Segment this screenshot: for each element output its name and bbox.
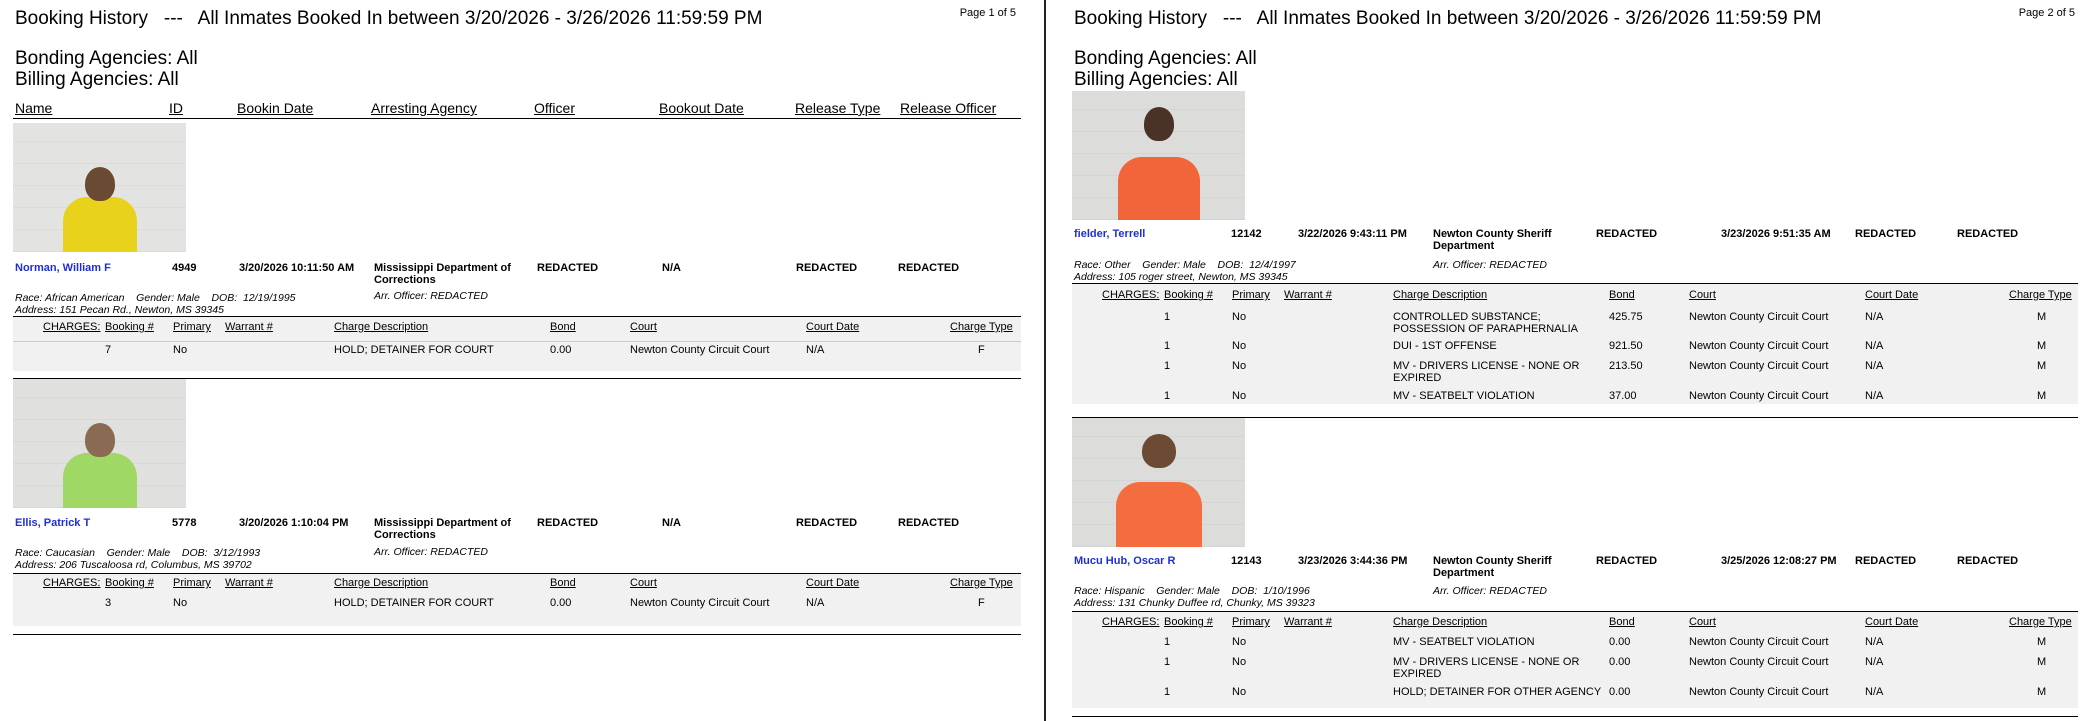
inmate-name-link[interactable]: fielder, Terrell xyxy=(1074,228,1146,240)
charges-header-court-date: Court Date xyxy=(806,321,860,333)
charge-bond: 0.00 xyxy=(1609,656,1631,668)
column-header-officer[interactable]: Officer xyxy=(534,100,575,116)
charge-bond: 0.00 xyxy=(550,597,572,609)
charges-header-charge-type: Charge Type xyxy=(2009,289,2072,301)
charges-header-court: Court xyxy=(1689,289,1716,301)
charge-court-date: N/A xyxy=(1865,636,1884,648)
inmate-release-type: REDACTED xyxy=(796,517,858,529)
charge-type: M xyxy=(2037,686,2047,698)
charge-booking-number: 7 xyxy=(105,344,112,356)
charge-court: Newton County Circuit Court xyxy=(630,344,770,356)
charges-header-booking: Booking # xyxy=(105,321,154,333)
inmate-name-link[interactable]: Norman, William F xyxy=(15,262,111,274)
column-header-bookin-date[interactable]: Bookin Date xyxy=(237,100,314,116)
charge-bond: 0.00 xyxy=(1609,636,1631,648)
inmate-name-link[interactable]: Ellis, Patrick T xyxy=(15,517,91,529)
charge-court: Newton County Circuit Court xyxy=(1689,390,1829,402)
inmate-address: Address: 105 roger street, Newton, MS 39345 xyxy=(1074,271,1288,283)
charge-court: Newton County Circuit Court xyxy=(1689,656,1829,668)
charges-header-court-date: Court Date xyxy=(1865,616,1919,628)
inmate-officer: REDACTED xyxy=(537,262,599,274)
charge-primary: No xyxy=(1232,686,1247,698)
charge-row xyxy=(1072,309,2078,337)
charges-header-court-date: Court Date xyxy=(806,577,860,589)
column-header-id[interactable]: ID xyxy=(169,100,183,116)
charge-court: Newton County Circuit Court xyxy=(1689,340,1829,352)
charge-booking-number: 1 xyxy=(1164,656,1171,668)
charges-header-charge-type: Charge Type xyxy=(950,321,1013,333)
billing-agencies-filter: Billing Agencies: All xyxy=(15,69,179,90)
charge-booking-number: 3 xyxy=(105,597,112,609)
charges-table xyxy=(13,573,1021,626)
charge-court-date: N/A xyxy=(1865,311,1884,323)
inmate-photo[interactable] xyxy=(13,379,186,508)
charge-bond: 0.00 xyxy=(1609,686,1631,698)
charge-row xyxy=(1072,684,2078,698)
charge-row xyxy=(13,341,1021,356)
inmate-bookout-date: N/A xyxy=(662,262,681,274)
charges-header-court: Court xyxy=(1689,616,1716,628)
inmate-bookout-date: 3/25/2026 12:08:27 PM xyxy=(1721,555,1837,567)
inmate-id: 5778 xyxy=(172,517,197,529)
charge-type: M xyxy=(2037,360,2047,372)
charge-bond: 37.00 xyxy=(1609,390,1637,402)
inmate-release-officer: REDACTED xyxy=(1957,228,2019,240)
charge-court-date: N/A xyxy=(1865,360,1884,372)
inmate-release-type: REDACTED xyxy=(1855,228,1917,240)
charge-row xyxy=(1072,338,2078,352)
charge-court-date: N/A xyxy=(1865,686,1884,698)
charge-primary: No xyxy=(173,597,188,609)
charges-header-bond: Bond xyxy=(550,321,576,333)
charge-type: M xyxy=(2037,636,2047,648)
inmate-release-officer: REDACTED xyxy=(898,517,960,529)
bonding-agencies-filter: Bonding Agencies: All xyxy=(15,48,198,69)
billing-agencies-filter: Billing Agencies: All xyxy=(1074,69,1238,90)
inmate-address: Address: 131 Chunky Duffee rd, Chunky, MS 39323 xyxy=(1074,597,1315,609)
record-separator xyxy=(1072,716,2078,717)
charges-label: CHARGES: xyxy=(43,577,101,589)
charges-label: CHARGES: xyxy=(1102,616,1160,628)
charge-description: CONTROLLED SUBSTANCE; POSSESSION OF PARAPHERNALIA xyxy=(1393,311,1579,335)
inmate-id: 4949 xyxy=(172,262,197,274)
charge-primary: No xyxy=(1232,340,1247,352)
charge-booking-number: 1 xyxy=(1164,360,1171,372)
charge-primary: No xyxy=(173,344,188,356)
inmate-photo[interactable] xyxy=(1072,418,1245,547)
charges-header-description: Charge Description xyxy=(334,577,429,589)
inmate-address: Address: 151 Pecan Rd., Newton, MS 39345 xyxy=(15,304,224,316)
inmate-arresting-officer: Arr. Officer: REDACTED xyxy=(374,546,488,558)
inmate-release-type: REDACTED xyxy=(796,262,858,274)
charge-description: DUI - 1ST OFFENSE xyxy=(1393,340,1497,352)
page-number: Page 1 of 5 xyxy=(959,7,1016,19)
charges-header-warrant: Warrant # xyxy=(225,577,273,589)
charge-court-date: N/A xyxy=(1865,656,1884,668)
charge-description: MV - SEATBELT VIOLATION xyxy=(1393,636,1535,648)
charges-header-bond: Bond xyxy=(1609,616,1635,628)
charges-header-court: Court xyxy=(630,577,657,589)
inmate-race-gender-dob: Race: African American Gender: Male DOB: 12/19/1995 xyxy=(15,292,296,304)
charge-description: MV - DRIVERS LICENSE - NONE OR EXPIRED xyxy=(1393,656,1580,680)
charges-header-description: Charge Description xyxy=(1393,616,1488,628)
charge-court-date: N/A xyxy=(806,597,825,609)
charges-header-primary: Primary xyxy=(173,321,211,333)
charge-booking-number: 1 xyxy=(1164,636,1171,648)
charge-type: M xyxy=(2037,390,2047,402)
charge-court-date: N/A xyxy=(1865,390,1884,402)
charge-bond: 425.75 xyxy=(1609,311,1643,323)
inmate-id: 12143 xyxy=(1231,555,1262,567)
charge-bond: 213.50 xyxy=(1609,360,1643,372)
charge-row xyxy=(1072,654,2078,682)
charge-court-date: N/A xyxy=(806,344,825,356)
charges-header-primary: Primary xyxy=(1232,289,1270,301)
charge-description: MV - DRIVERS LICENSE - NONE OR EXPIRED xyxy=(1393,360,1580,384)
column-header-release-type[interactable]: Release Type xyxy=(795,100,881,116)
charges-header-primary: Primary xyxy=(173,577,211,589)
charge-court: Newton County Circuit Court xyxy=(1689,686,1829,698)
report-title: Booking History --- All Inmates Booked In between 3/20/2026 - 3/26/2026 11:59:59 PM xyxy=(15,8,763,29)
charges-label: CHARGES: xyxy=(1102,289,1160,301)
inmate-photo[interactable] xyxy=(13,123,186,252)
charge-primary: No xyxy=(1232,311,1247,323)
inmate-bookout-date: N/A xyxy=(662,517,681,529)
inmate-release-type: REDACTED xyxy=(1855,555,1917,567)
charge-court: Newton County Circuit Court xyxy=(1689,311,1829,323)
charge-court: Newton County Circuit Court xyxy=(1689,636,1829,648)
charges-header-booking: Booking # xyxy=(105,577,154,589)
charge-row xyxy=(1072,634,2078,648)
charge-booking-number: 1 xyxy=(1164,390,1171,402)
charge-court: Newton County Circuit Court xyxy=(630,597,770,609)
charges-table xyxy=(13,316,1021,371)
report-page-2 xyxy=(1059,0,2085,721)
charges-header-court-date: Court Date xyxy=(1865,289,1919,301)
charge-description: HOLD; DETAINER FOR COURT xyxy=(334,597,494,609)
column-header-bookout-date[interactable]: Bookout Date xyxy=(659,100,744,116)
inmate-release-officer: REDACTED xyxy=(898,262,960,274)
charge-type: F xyxy=(978,597,985,609)
charge-type: M xyxy=(2037,340,2047,352)
charge-primary: No xyxy=(1232,636,1247,648)
inmate-race-gender-dob: Race: Other Gender: Male DOB: 12/4/1997 xyxy=(1074,259,1296,271)
bonding-agencies-filter: Bonding Agencies: All xyxy=(1074,48,1257,69)
inmate-bookin-date: 3/20/2026 1:10:04 PM xyxy=(239,517,349,529)
inmate-arresting-officer: Arr. Officer: REDACTED xyxy=(374,290,488,302)
inmate-arresting-officer: Arr. Officer: REDACTED xyxy=(1433,259,1547,271)
charge-primary: No xyxy=(1232,656,1247,668)
charge-description: HOLD; DETAINER FOR OTHER AGENCY xyxy=(1393,686,1602,698)
charges-header-bond: Bond xyxy=(550,577,576,589)
inmate-bookout-date: 3/23/2026 9:51:35 AM xyxy=(1721,228,1831,240)
inmate-race-gender-dob: Race: Caucasian Gender: Male DOB: 3/12/1993 xyxy=(15,547,261,559)
charges-header-warrant: Warrant # xyxy=(1284,289,1332,301)
page-number: Page 2 of 5 xyxy=(2018,7,2075,19)
charges-header-booking: Booking # xyxy=(1164,616,1213,628)
page-divider xyxy=(1044,0,1059,721)
column-header-release-officer[interactable]: Release Officer xyxy=(900,100,997,116)
charge-booking-number: 1 xyxy=(1164,311,1171,323)
charges-header-charge-type: Charge Type xyxy=(950,577,1013,589)
inmate-arresting-agency: Newton County Sheriff Department xyxy=(1433,555,1552,579)
inmate-bookin-date: 3/23/2026 3:44:36 PM xyxy=(1298,555,1408,567)
charges-header-warrant: Warrant # xyxy=(1284,616,1332,628)
charges-header-warrant: Warrant # xyxy=(225,321,273,333)
charge-type: M xyxy=(2037,311,2047,323)
charges-header-court: Court xyxy=(630,321,657,333)
charges-header-description: Charge Description xyxy=(334,321,429,333)
inmate-bookin-date: 3/20/2026 10:11:50 AM xyxy=(239,262,355,274)
charge-court-date: N/A xyxy=(1865,340,1884,352)
charge-booking-number: 1 xyxy=(1164,686,1171,698)
inmate-arresting-agency: Mississippi Department of Corrections xyxy=(374,517,511,541)
charge-type: M xyxy=(2037,656,2047,668)
charge-row xyxy=(1072,388,2078,402)
charge-description: HOLD; DETAINER FOR COURT xyxy=(334,344,494,356)
charge-row xyxy=(1072,358,2078,386)
charges-table xyxy=(1072,283,2078,404)
column-header-row xyxy=(13,100,1021,119)
inmate-arresting-agency: Newton County Sheriff Department xyxy=(1433,228,1552,252)
charges-header-primary: Primary xyxy=(1232,616,1270,628)
inmate-name-link[interactable]: Mucu Hub, Oscar R xyxy=(1074,555,1176,567)
charges-header-description: Charge Description xyxy=(1393,289,1488,301)
inmate-bookin-date: 3/22/2026 9:43:11 PM xyxy=(1298,228,1407,240)
record-separator xyxy=(13,634,1021,635)
charges-header-charge-type: Charge Type xyxy=(2009,616,2072,628)
inmate-race-gender-dob: Race: Hispanic Gender: Male DOB: 1/10/1996 xyxy=(1074,585,1310,597)
report-title: Booking History --- All Inmates Booked In between 3/20/2026 - 3/26/2026 11:59:59 PM xyxy=(1074,8,1822,29)
inmate-officer: REDACTED xyxy=(537,517,599,529)
inmate-officer: REDACTED xyxy=(1596,555,1658,567)
charge-bond: 0.00 xyxy=(550,344,572,356)
charges-header-bond: Bond xyxy=(1609,289,1635,301)
inmate-id: 12142 xyxy=(1231,228,1262,240)
inmate-release-officer: REDACTED xyxy=(1957,555,2019,567)
column-header-arresting-agency[interactable]: Arresting Agency xyxy=(371,100,477,116)
inmate-arresting-agency: Mississippi Department of Corrections xyxy=(374,262,511,286)
inmate-arresting-officer: Arr. Officer: REDACTED xyxy=(1433,585,1547,597)
charge-bond: 921.50 xyxy=(1609,340,1643,352)
charge-description: MV - SEATBELT VIOLATION xyxy=(1393,390,1535,402)
charge-primary: No xyxy=(1232,360,1247,372)
inmate-officer: REDACTED xyxy=(1596,228,1658,240)
charge-primary: No xyxy=(1232,390,1247,402)
inmate-address: Address: 206 Tuscaloosa rd, Columbus, MS 39702 xyxy=(15,559,252,571)
charge-type: F xyxy=(978,344,985,356)
charges-label: CHARGES: xyxy=(43,321,101,333)
charge-court: Newton County Circuit Court xyxy=(1689,360,1829,372)
charges-table xyxy=(1072,611,2078,708)
charge-booking-number: 1 xyxy=(1164,340,1171,352)
charges-header-booking: Booking # xyxy=(1164,289,1213,301)
inmate-photo[interactable] xyxy=(1072,91,1245,220)
charge-row xyxy=(13,595,1021,609)
column-header-name[interactable]: Name xyxy=(15,100,53,116)
